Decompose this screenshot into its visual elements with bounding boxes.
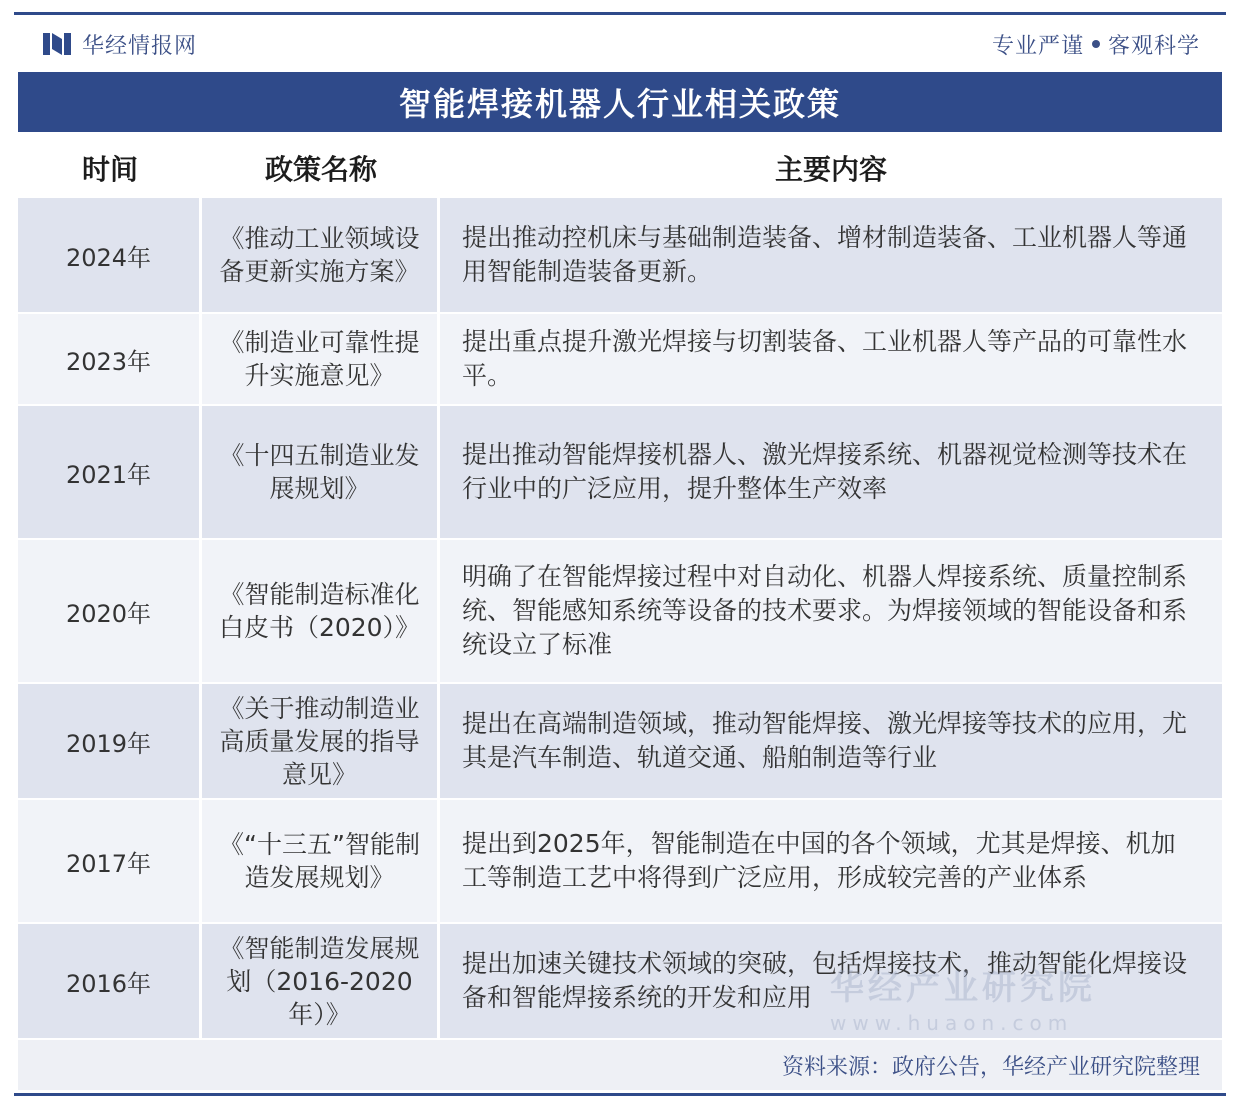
policy-name-cell: 《十四五制造业发展规划》 [202, 404, 440, 538]
watermark-cn: 华经产业研究院 [830, 968, 1096, 1008]
content-cell: 提出在高端制造领域，推动智能焊接、激光焊接等技术的应用，尤其是汽车制造、轨道交通、船舶制造等行业 [440, 682, 1222, 798]
year-cell: 2019年 [18, 682, 202, 798]
column-header-content: 主要内容 [774, 153, 887, 186]
policy-name-cell: 《关于推动制造业高质量发展的指导意见》 [202, 682, 440, 798]
policy-name-cell: 《智能制造标准化白皮书（2020）》 [202, 538, 440, 682]
year-cell: 2023年 [18, 312, 202, 404]
content-cell: 明确了在智能焊接过程中对自动化、机器人焊接系统、质量控制系统、智能感知系统等设备的技术要求。为焊接领域的智能设备和系统设立了标准 [440, 538, 1222, 682]
column-header-time: 时间 [81, 153, 138, 186]
page-title [18, 72, 1222, 132]
year-cell: 2024年 [18, 196, 202, 312]
brand-logo-icon [42, 31, 72, 57]
brand[interactable] [42, 26, 197, 62]
policy-name-cell: 《制造业可靠性提升实施意见》 [202, 312, 440, 404]
separator-dot-icon [1092, 40, 1100, 48]
watermark-en: www.huaon.com [830, 1011, 1074, 1035]
policy-name-cell: 《推动工业领域设备更新实施方案》 [202, 196, 440, 312]
content-cell: 提出推动智能焊接机器人、激光焊接系统、机器视觉检测等技术在行业中的广泛应用，提升整体生产效率 [440, 404, 1222, 538]
policy-name-cell: 《“十三五”智能制造发展规划》 [202, 798, 440, 922]
content-cell: 提出重点提升激光焊接与切割装备、工业机器人等产品的可靠性水平。 [440, 312, 1222, 404]
policy-table [18, 140, 1222, 1038]
year-cell: 2020年 [18, 538, 202, 682]
brand-name: 华经情报网 [82, 33, 198, 59]
year-cell: 2016年 [18, 922, 202, 1038]
year-cell: 2017年 [18, 798, 202, 922]
column-header-policy-name: 政策名称 [264, 153, 377, 186]
policy-name-cell: 《智能制造发展规划（2016-2020年）》 [202, 922, 440, 1038]
year-cell: 2021年 [18, 404, 202, 538]
title-text: 智能焊接机器人行业相关政策 [398, 85, 841, 123]
source-note: 资料来源：政府公告，华经产业研究院整理 [781, 1054, 1200, 1080]
source-footer [18, 1040, 1222, 1090]
slogan-right: 客观科学 [1107, 33, 1200, 59]
content-cell: 提出到2025年，智能制造在中国的各个领域，尤其是焊接、机加工等制造工艺中将得到广泛应用，形成较完善的产业体系 [440, 798, 1222, 922]
top-bar [18, 18, 1222, 70]
content-cell: 提出推动控机床与基础制造装备、增材制造装备、工业机器人等通用智能制造装备更新。 [440, 196, 1222, 312]
slogan [992, 26, 1200, 62]
content-cell: 提出加速关键技术领域的突破，包括焊接技术，推动智能化焊接设备和智能焊接系统的开发和应用 [440, 922, 1222, 1038]
slogan-left: 专业严谨 [991, 33, 1084, 59]
